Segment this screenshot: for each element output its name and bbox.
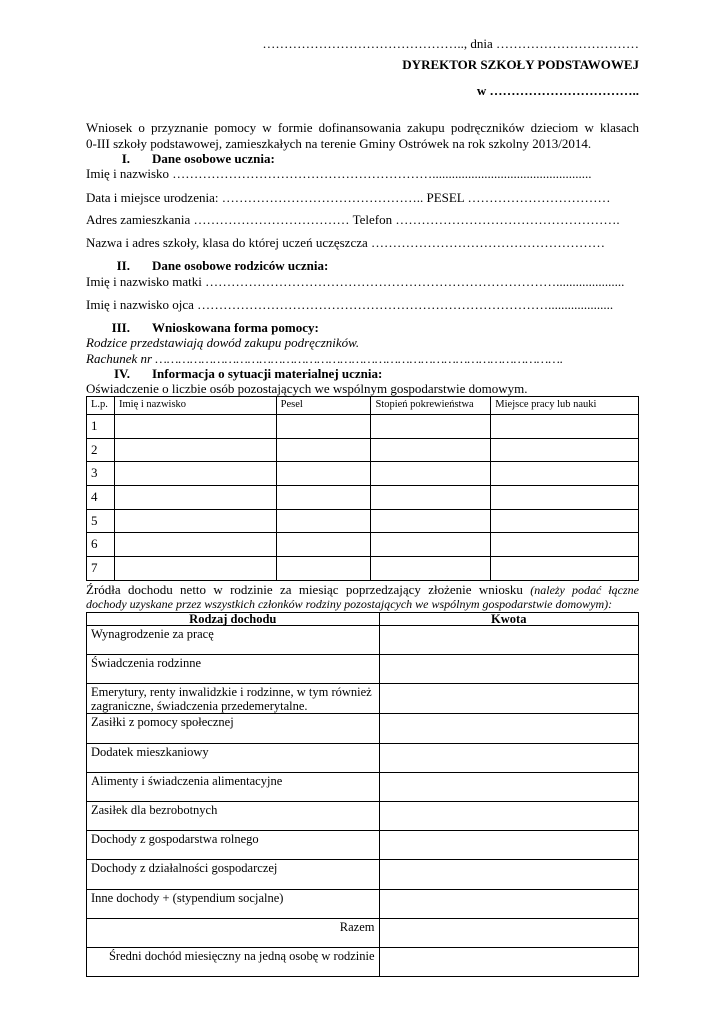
intro-line-2: 0-III szkoły podstawowej, zamieszkałych na terenie Gminy Ostrówek na rok szkolny 2013/2014.: [86, 136, 592, 151]
birth-pesel-field[interactable]: Data i miejsce urodzenia: ……………………………………….. PESEL ……………………………: [86, 190, 611, 205]
table-row: [87, 889, 639, 918]
cell-relation[interactable]: [371, 509, 491, 533]
table-row: [87, 714, 639, 743]
table-row: [87, 462, 639, 486]
table-row: [87, 438, 639, 462]
amount-cell[interactable]: [379, 714, 638, 743]
income-caption-main: Źródła dochodu netto w rodzinie za miesiąc poprzedzający złożenie wniosku: [86, 582, 523, 597]
table-row: [87, 626, 639, 655]
cell-name[interactable]: [114, 438, 276, 462]
amount-cell[interactable]: [379, 684, 638, 714]
col-name: Imię i nazwisko: [114, 397, 276, 415]
cell-name[interactable]: [114, 557, 276, 581]
table-row: [87, 509, 639, 533]
amount-cell[interactable]: [379, 889, 638, 918]
cell-relation[interactable]: [371, 462, 491, 486]
cell-relation[interactable]: [371, 533, 491, 557]
address-phone-field[interactable]: Adres zamieszkania ……………………………… Telefon …………………………………………….: [86, 212, 620, 227]
household-header-row: [87, 397, 639, 415]
household-table: [86, 396, 639, 581]
average-income-label: Średni dochód miesięczny na jedną osobę w rodzinie: [87, 947, 380, 976]
income-caption-line-1: [86, 582, 639, 598]
amount-cell[interactable]: [379, 801, 638, 830]
amount-cell[interactable]: [379, 831, 638, 860]
section-2-number: II.: [116, 258, 130, 273]
father-name-field[interactable]: Imię i nazwisko ojca ………………………………………………………………………....................: [86, 297, 614, 312]
cell-work-place[interactable]: [491, 415, 639, 439]
income-type-social-aid: Zasiłki z pomocy społecznej: [87, 714, 380, 743]
cell-work-place[interactable]: [491, 533, 639, 557]
table-row: [87, 743, 639, 772]
row-number: 2: [87, 438, 115, 462]
cell-name[interactable]: [114, 415, 276, 439]
col-work-place: Miejsce pracy lub nauki: [491, 397, 639, 415]
cell-pesel[interactable]: [276, 462, 371, 486]
cell-relation[interactable]: [371, 486, 491, 510]
row-number: 5: [87, 509, 115, 533]
school-field[interactable]: Nazwa i adres szkoły, klasa do której uczeń uczęszcza ………………………………………………: [86, 235, 606, 250]
income-type-business: Dochody z działalności gospodarczej: [87, 860, 380, 889]
section-3-title: Wnioskowana forma pomocy:: [152, 320, 319, 335]
table-row: [87, 684, 639, 714]
income-type-unemployment: Zasiłek dla bezrobotnych: [87, 801, 380, 830]
income-header-row: [87, 613, 639, 626]
cell-name[interactable]: [114, 486, 276, 510]
cell-work-place[interactable]: [491, 486, 639, 510]
invoice-number-field[interactable]: Rachunek nr …………………………………………………………………………………………….: [86, 351, 564, 366]
income-caption-note: (należy podać łączne: [530, 583, 639, 597]
recipient-title: DYREKTOR SZKOŁY PODSTAWOWEJ: [402, 57, 639, 72]
table-row: [87, 415, 639, 439]
col-relation: Stopień pokrewieństwa: [371, 397, 491, 415]
income-caption-line-2: dochody uzyskane przez wszystkich członków rodziny pozostających we wspólnym gospodarstwie domowym):: [86, 597, 613, 611]
recipient-place[interactable]: w ……………………………..: [476, 83, 639, 98]
section-2-title: Dane osobowe rodziców ucznia:: [152, 258, 329, 273]
amount-cell[interactable]: [379, 743, 638, 772]
row-number: 7: [87, 557, 115, 581]
amount-cell[interactable]: [379, 626, 638, 655]
cell-work-place[interactable]: [491, 557, 639, 581]
col-income-type: Rodzaj dochodu: [87, 613, 380, 626]
cell-name[interactable]: [114, 462, 276, 486]
cell-pesel[interactable]: [276, 438, 371, 462]
income-type-salary: Wynagrodzenie za pracę: [87, 626, 380, 655]
section-1-number: I.: [121, 151, 130, 166]
cell-relation[interactable]: [371, 438, 491, 462]
place-date-line[interactable]: ……………………………………….., dnia ……………………………: [262, 36, 639, 51]
cell-pesel[interactable]: [276, 509, 371, 533]
average-amount-cell[interactable]: [379, 947, 638, 976]
section-4-heading: [86, 366, 382, 381]
income-type-pensions: Emerytury, renty inwalidzkie i rodzinne, w tym również zagraniczne, świadczenia przedemerytalne.: [87, 684, 380, 714]
section-1-heading: [86, 151, 275, 166]
table-row: [87, 557, 639, 581]
cell-work-place[interactable]: [491, 438, 639, 462]
cell-pesel[interactable]: [276, 533, 371, 557]
section-4-number: IV.: [113, 366, 130, 381]
amount-cell[interactable]: [379, 655, 638, 684]
cell-relation[interactable]: [371, 557, 491, 581]
row-number: 3: [87, 462, 115, 486]
total-row: [87, 918, 639, 947]
section-3-number: III.: [111, 320, 130, 335]
table-row: [87, 533, 639, 557]
cell-name[interactable]: [114, 509, 276, 533]
section-1-title: Dane osobowe ucznia:: [152, 151, 275, 166]
cell-pesel[interactable]: [276, 486, 371, 510]
table-row: [87, 860, 639, 889]
income-table: [86, 612, 639, 977]
table-row: [87, 831, 639, 860]
section-4-title: Informacja o sytuacji materialnej ucznia:: [152, 366, 383, 381]
cell-pesel[interactable]: [276, 415, 371, 439]
income-type-family-benefits: Świadczenia rodzinne: [87, 655, 380, 684]
section-2-heading: [86, 258, 328, 273]
cell-work-place[interactable]: [491, 509, 639, 533]
total-amount-cell[interactable]: [379, 918, 638, 947]
amount-cell[interactable]: [379, 860, 638, 889]
table-row: [87, 801, 639, 830]
mother-name-field[interactable]: Imię i nazwisko matki ……………………………………………………………………….....................: [86, 274, 625, 289]
total-label: Razem: [87, 918, 380, 947]
row-number: 4: [87, 486, 115, 510]
section-3-heading: [86, 320, 319, 335]
purchase-proof-note: Rodzice przedstawiają dowód zakupu podręczników.: [86, 335, 360, 350]
row-number: 6: [87, 533, 115, 557]
household-caption: Oświadczenie o liczbie osób pozostających we wspólnym gospodarstwie domowym.: [86, 381, 528, 396]
income-type-alimony: Alimenty i świadczenia alimentacyjne: [87, 772, 380, 801]
cell-work-place[interactable]: [491, 462, 639, 486]
income-type-other: Inne dochody + (stypendium socjalne): [87, 889, 380, 918]
amount-cell[interactable]: [379, 772, 638, 801]
cell-name[interactable]: [114, 533, 276, 557]
row-number: 1: [87, 415, 115, 439]
table-row: [87, 486, 639, 510]
average-row: [87, 947, 639, 976]
cell-relation[interactable]: [371, 415, 491, 439]
table-row: [87, 655, 639, 684]
income-type-farm: Dochody z gospodarstwa rolnego: [87, 831, 380, 860]
student-name-field[interactable]: Imię i nazwisko …………………………………………………….................................................: [86, 166, 592, 181]
col-lp: L.p.: [87, 397, 115, 415]
income-type-housing-allowance: Dodatek mieszkaniowy: [87, 743, 380, 772]
col-pesel: Pesel: [276, 397, 371, 415]
col-amount: Kwota: [379, 613, 638, 626]
table-row: [87, 772, 639, 801]
cell-pesel[interactable]: [276, 557, 371, 581]
intro-line-1: Wniosek o przyznanie pomocy w formie dofinansowania zakupu podręczników dzieciom w klasach: [86, 120, 639, 135]
